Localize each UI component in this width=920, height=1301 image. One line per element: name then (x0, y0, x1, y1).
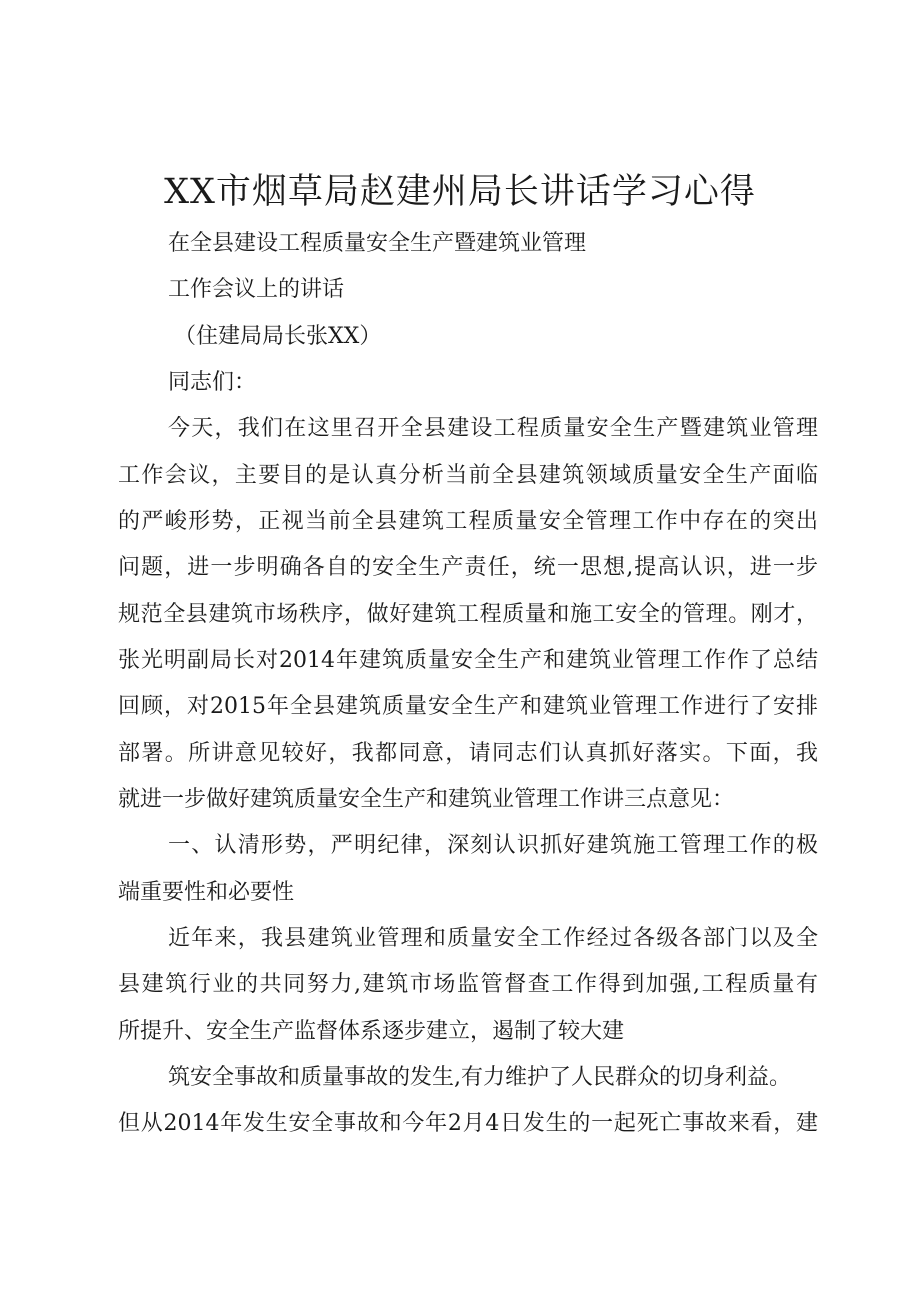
body-line: 县建筑行业的共同努力,建筑市场监管督查工作得到加强,工程质量有 (118, 972, 818, 997)
body-line: 规范全县建筑市场秩序，做好建筑工程质量和施工安全的管理。刚才， (118, 602, 818, 627)
body-line: 问题，进一步明确各自的安全生产责任，统一思想,提高认识，进一步 (118, 555, 818, 580)
body-line: 近年来，我县建筑业管理和质量安全工作经过各级各部门以及全 (168, 926, 818, 951)
body-line: 部署。所讲意见较好，我都同意，请同志们认真抓好落实。下面，我 (118, 741, 818, 766)
speaker-line: （住建局局长张XX） (174, 324, 382, 349)
body-line: 今天，我们在这里召开全县建设工程质量安全生产暨建筑业管理 (168, 416, 818, 441)
section-heading-line: 端重要性和必要性 (118, 880, 295, 905)
body-line: 的严峻形势，正视当前全县建筑工程质量安全管理工作中存在的突出 (118, 509, 818, 534)
body-line: 筑安全事故和质量事故的发生,有力维护了人民群众的切身利益。 (168, 1065, 791, 1090)
document-title: XX市烟草局赵建州局长讲话学习心得 (164, 172, 756, 212)
subtitle-line-1: 在全县建设工程质量安全生产暨建筑业管理 (168, 231, 587, 256)
body-line: 工作会议，主要目的是认真分析当前全县建筑领域质量安全生产面临 (118, 463, 818, 488)
section-heading-line: 一、认清形势，严明纪律，深刻认识抓好建筑施工管理工作的极 (168, 833, 818, 858)
subtitle-line-2: 工作会议上的讲话 (168, 277, 345, 302)
body-line: 回顾，对2015年全县建筑质量安全生产和建筑业管理工作进行了安排 (118, 694, 818, 719)
body-line: 但从2014年发生安全事故和今年2月4日发生的一起死亡事故来看，建 (118, 1111, 818, 1136)
salutation: 同志们： (168, 370, 257, 395)
body-line: 就进一步做好建筑质量安全生产和建筑业管理工作讲三点意见： (118, 787, 735, 812)
body-line: 所提升、安全生产监督体系逐步建立，遏制了较大建 (118, 1019, 625, 1044)
body-line: 张光明副局长对2014年建筑质量安全生产和建筑业管理工作作了总结 (118, 648, 818, 673)
